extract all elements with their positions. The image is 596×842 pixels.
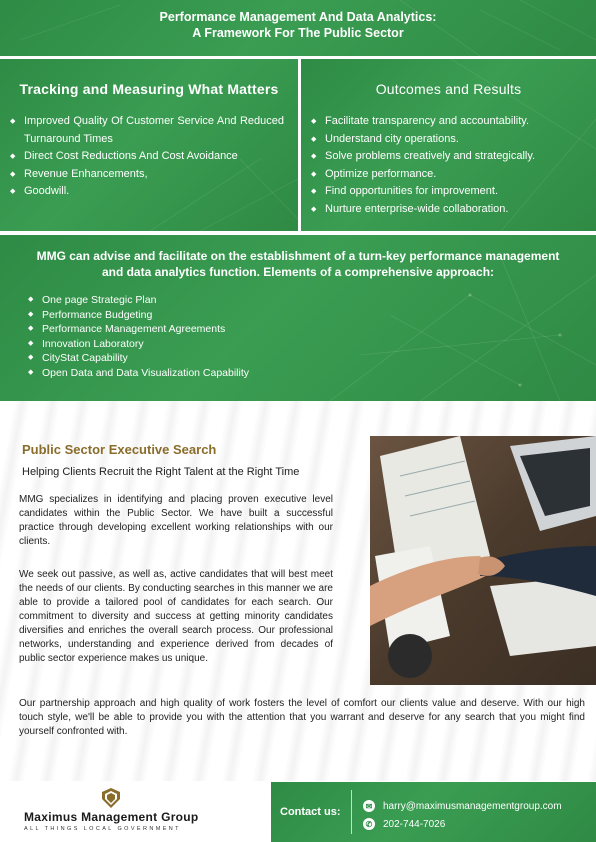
phone-link[interactable]: 202-744-7026 <box>383 818 446 830</box>
list-item: ◆ CityStat Capability <box>28 351 586 366</box>
list-item: ◆ One page Strategic Plan <box>28 293 586 308</box>
list-item: ◆ Innovation Laboratory <box>28 337 586 352</box>
approach-intro: MMG can advise and facilitate on the establishment of a turn-key performance management and data analytics function. Elements of a comprehensive approach: <box>36 249 560 279</box>
email-icon: ✉ <box>363 800 375 812</box>
approach-list <box>0 293 596 381</box>
header-banner <box>0 0 596 56</box>
list-item: ◆ Facilitate transparency and accountability. <box>311 113 586 131</box>
search-section-title: Public Sector Executive Search <box>22 442 217 457</box>
list-item: ◆ Understand city operations. <box>311 131 586 149</box>
contact-divider <box>351 790 352 834</box>
phone-icon: ✆ <box>363 818 375 830</box>
tracking-panel-title: Tracking and Measuring What Matters <box>19 81 279 97</box>
list-item: ◆ Goodwill. <box>10 183 288 201</box>
list-item: ◆ Open Data and Data Visualization Capability <box>28 366 586 381</box>
brand-name: Maximus Management Group <box>24 810 199 824</box>
search-paragraph-1: MMG specializes in identifying and placing proven executive level candidates within the Public Sector. We have built a successful practice through developing excellent working relationships with our clients. <box>19 494 333 547</box>
search-paragraph-3: Our partnership approach and high quality of work fosters the level of comfort our clients value and deserve. With our high touch style, we'll be able to provide you with the attention that you warrant and deserve for any search that you might find yourself confronted with. <box>19 698 585 737</box>
brand-tagline: ALL THINGS LOCAL GOVERNMENT <box>24 826 181 832</box>
contact-box <box>271 782 596 842</box>
shield-logo-icon <box>101 787 121 809</box>
list-item: ◆ Optimize performance. <box>311 166 586 184</box>
list-item: ◆ Performance Budgeting <box>28 308 586 323</box>
list-item: ◆ Find opportunities for improvement. <box>311 183 586 201</box>
header-title-line2: A Framework For The Public Sector <box>192 26 404 40</box>
list-item: ◆ Nurture enterprise-wide collaboration. <box>311 201 586 219</box>
phone-row[interactable] <box>363 818 445 830</box>
outcomes-panel-title: Outcomes and Results <box>375 81 522 97</box>
list-item: ◆ Revenue Enhancements, <box>10 166 288 184</box>
email-row[interactable] <box>363 800 562 812</box>
contact-label: Contact us: <box>280 806 341 818</box>
header-title-line1: Performance Management And Data Analytics: <box>159 10 437 24</box>
list-item: ◆ Direct Cost Reductions And Cost Avoidance <box>10 148 288 166</box>
email-link[interactable]: harry@maximusmanagementgroup.com <box>383 800 562 812</box>
list-item: ◆ Performance Management Agreements <box>28 322 586 337</box>
search-section-subtitle: Helping Clients Recruit the Right Talent at the Right Time <box>22 466 300 478</box>
tracking-panel <box>0 59 298 231</box>
header-title <box>0 9 596 41</box>
tracking-list <box>0 113 298 201</box>
approach-panel <box>0 235 596 401</box>
list-item: ◆ Improved Quality Of Customer Service And Reduced Turnaround Times <box>10 113 288 148</box>
search-paragraph-2: We seek out passive, as well as, active candidates that will best meet the needs of our clients. By conducting searches in this manner we are able to provide a tailored pool of candidates for each search. Our commitment to diversity and success at getting minority candidates diversifies and enriches the overall search process. Our professional networks, understanding and experience derived from decades of public sector experience makes us unique. <box>19 569 333 664</box>
list-item: ◆ Solve problems creatively and strategically. <box>311 148 586 166</box>
outcomes-list <box>301 113 596 218</box>
handshake-photo <box>370 436 596 685</box>
outcomes-panel <box>301 59 596 231</box>
